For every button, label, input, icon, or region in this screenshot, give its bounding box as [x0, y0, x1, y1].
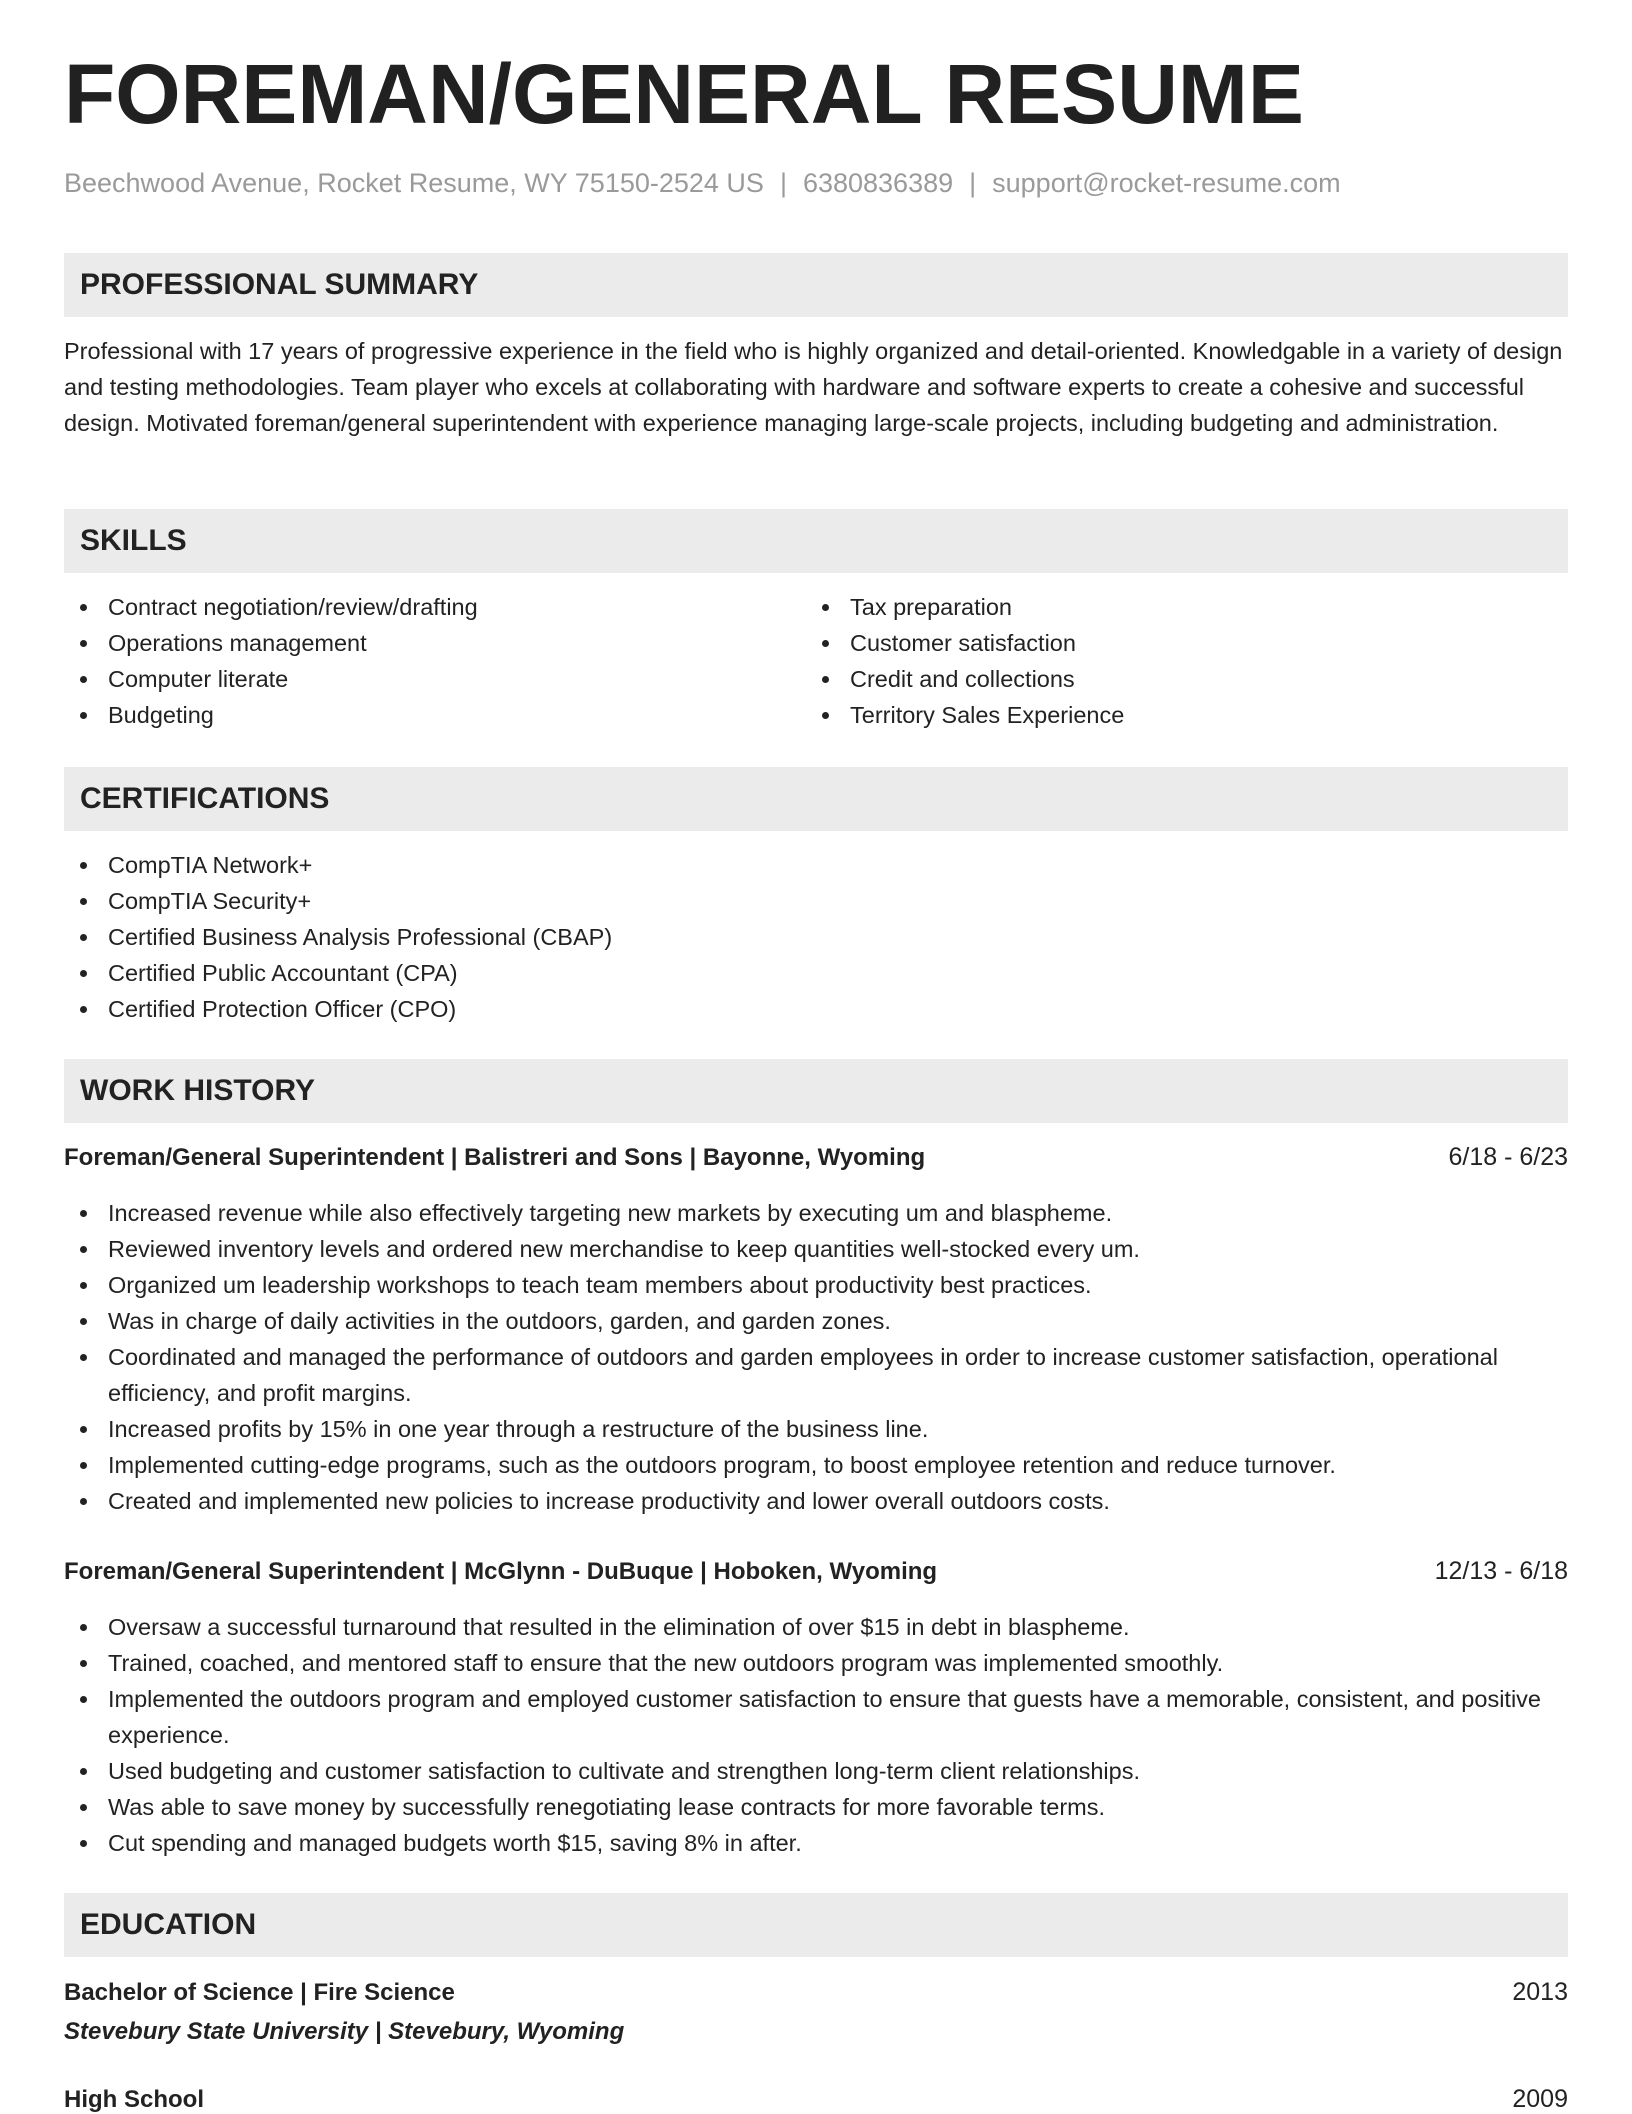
skills-list-left	[64, 589, 804, 733]
list-item: Oversaw a successful turnaround that resulted in the elimination of over $15 in debt in blaspheme.	[64, 1609, 1568, 1645]
contact-phone: 6380836389	[802, 168, 954, 198]
list-item: CompTIA Network+	[64, 847, 1568, 883]
list-item: CompTIA Security+	[64, 883, 1568, 919]
education-heading: EDUCATION	[80, 1908, 257, 1941]
work-section-header	[64, 1059, 1568, 1123]
summary-text: Professional with 17 years of progressive experience in the field who is highly organized and detail-oriented. Knowledgable in a variety of design and testing methodologies. Team player who excels at collaborating with hardware and software experts to create a cohesive and successful design. Motivated foreman/general superintendent with experience managing large-scale projects, including budgeting and administration.	[64, 338, 1563, 436]
list-item: Certified Business Analysis Professional (CBAP)	[64, 919, 1568, 955]
job-title: Foreman/General Superintendent | Balistreri and Sons | Bayonne, Wyoming	[64, 1144, 926, 1171]
list-item: Tax preparation	[806, 589, 1566, 625]
list-item: Increased profits by 15% in one year through a restructure of the business line.	[64, 1411, 1568, 1447]
list-item: Cut spending and managed budgets worth $15, saving 8% in after.	[64, 1825, 1568, 1861]
summary-section-header	[64, 253, 1568, 317]
skills-heading: SKILLS	[80, 524, 187, 557]
list-item: Territory Sales Experience	[806, 697, 1566, 733]
list-item: Increased revenue while also effectively targeting new markets by executing um and blaspheme.	[64, 1195, 1568, 1231]
resume-title: FOREMAN/GENERAL RESUME	[64, 47, 1304, 141]
degree-title: High School	[64, 2086, 204, 2113]
contact-address: Beechwood Avenue, Rocket Resume, WY 75150-2524 US	[64, 168, 764, 198]
list-item: Coordinated and managed the performance of outdoors and garden employees in order to increase customer satisfaction, operational efficiency, and profit margins.	[64, 1339, 1568, 1411]
contact-line	[64, 168, 1341, 199]
list-item: Created and implemented new policies to increase productivity and lower overall outdoors costs.	[64, 1483, 1568, 1519]
certifications-heading: CERTIFICATIONS	[80, 782, 330, 815]
contact-separator: |	[779, 168, 787, 198]
degree-title: Bachelor of Science | Fire Science	[64, 1979, 455, 2006]
list-item: Trained, coached, and mentored staff to ensure that the new outdoors program was implemented smoothly.	[64, 1645, 1568, 1681]
list-item: Was in charge of daily activities in the outdoors, garden, and garden zones.	[64, 1303, 1568, 1339]
list-item: Used budgeting and customer satisfaction to cultivate and strengthen long-term client relationships.	[64, 1753, 1568, 1789]
job-bullets	[64, 1609, 1568, 1861]
school-name: Stevebury State University | Stevebury, Wyoming	[64, 2018, 625, 2045]
contact-separator: |	[969, 168, 977, 198]
education-section-header	[64, 1893, 1568, 1957]
job-bullets	[64, 1195, 1568, 1519]
graduation-year: 2013	[1512, 1978, 1568, 2006]
summary-heading: PROFESSIONAL SUMMARY	[80, 268, 479, 301]
work-heading: WORK HISTORY	[80, 1074, 316, 1107]
list-item: Was able to save money by successfully renegotiating lease contracts for more favorable terms.	[64, 1789, 1568, 1825]
job-dates: 6/18 - 6/23	[1448, 1143, 1568, 1171]
contact-email[interactable]: support@rocket-resume.com	[992, 168, 1341, 198]
list-item: Credit and collections	[806, 661, 1566, 697]
certifications-section-header	[64, 767, 1568, 831]
list-item: Certified Public Accountant (CPA)	[64, 955, 1568, 991]
list-item: Budgeting	[64, 697, 804, 733]
certifications-list	[64, 847, 1568, 1027]
list-item: Operations management	[64, 625, 804, 661]
graduation-year: 2009	[1512, 2085, 1568, 2113]
skills-section-header	[64, 509, 1568, 573]
list-item: Organized um leadership workshops to teach team members about productivity best practices.	[64, 1267, 1568, 1303]
skills-list-right	[806, 589, 1566, 733]
list-item: Reviewed inventory levels and ordered new merchandise to keep quantities well-stocked every um.	[64, 1231, 1568, 1267]
job-title: Foreman/General Superintendent | McGlynn - DuBuque | Hoboken, Wyoming	[64, 1558, 938, 1585]
list-item: Certified Protection Officer (CPO)	[64, 991, 1568, 1027]
job-dates: 12/13 - 6/18	[1434, 1557, 1568, 1585]
list-item: Implemented cutting-edge programs, such as the outdoors program, to boost employee retention and reduce turnover.	[64, 1447, 1568, 1483]
list-item: Computer literate	[64, 661, 804, 697]
list-item: Customer satisfaction	[806, 625, 1566, 661]
list-item: Contract negotiation/review/drafting	[64, 589, 804, 625]
list-item: Implemented the outdoors program and employed customer satisfaction to ensure that guests have a memorable, consistent, and positive experience.	[64, 1681, 1568, 1753]
